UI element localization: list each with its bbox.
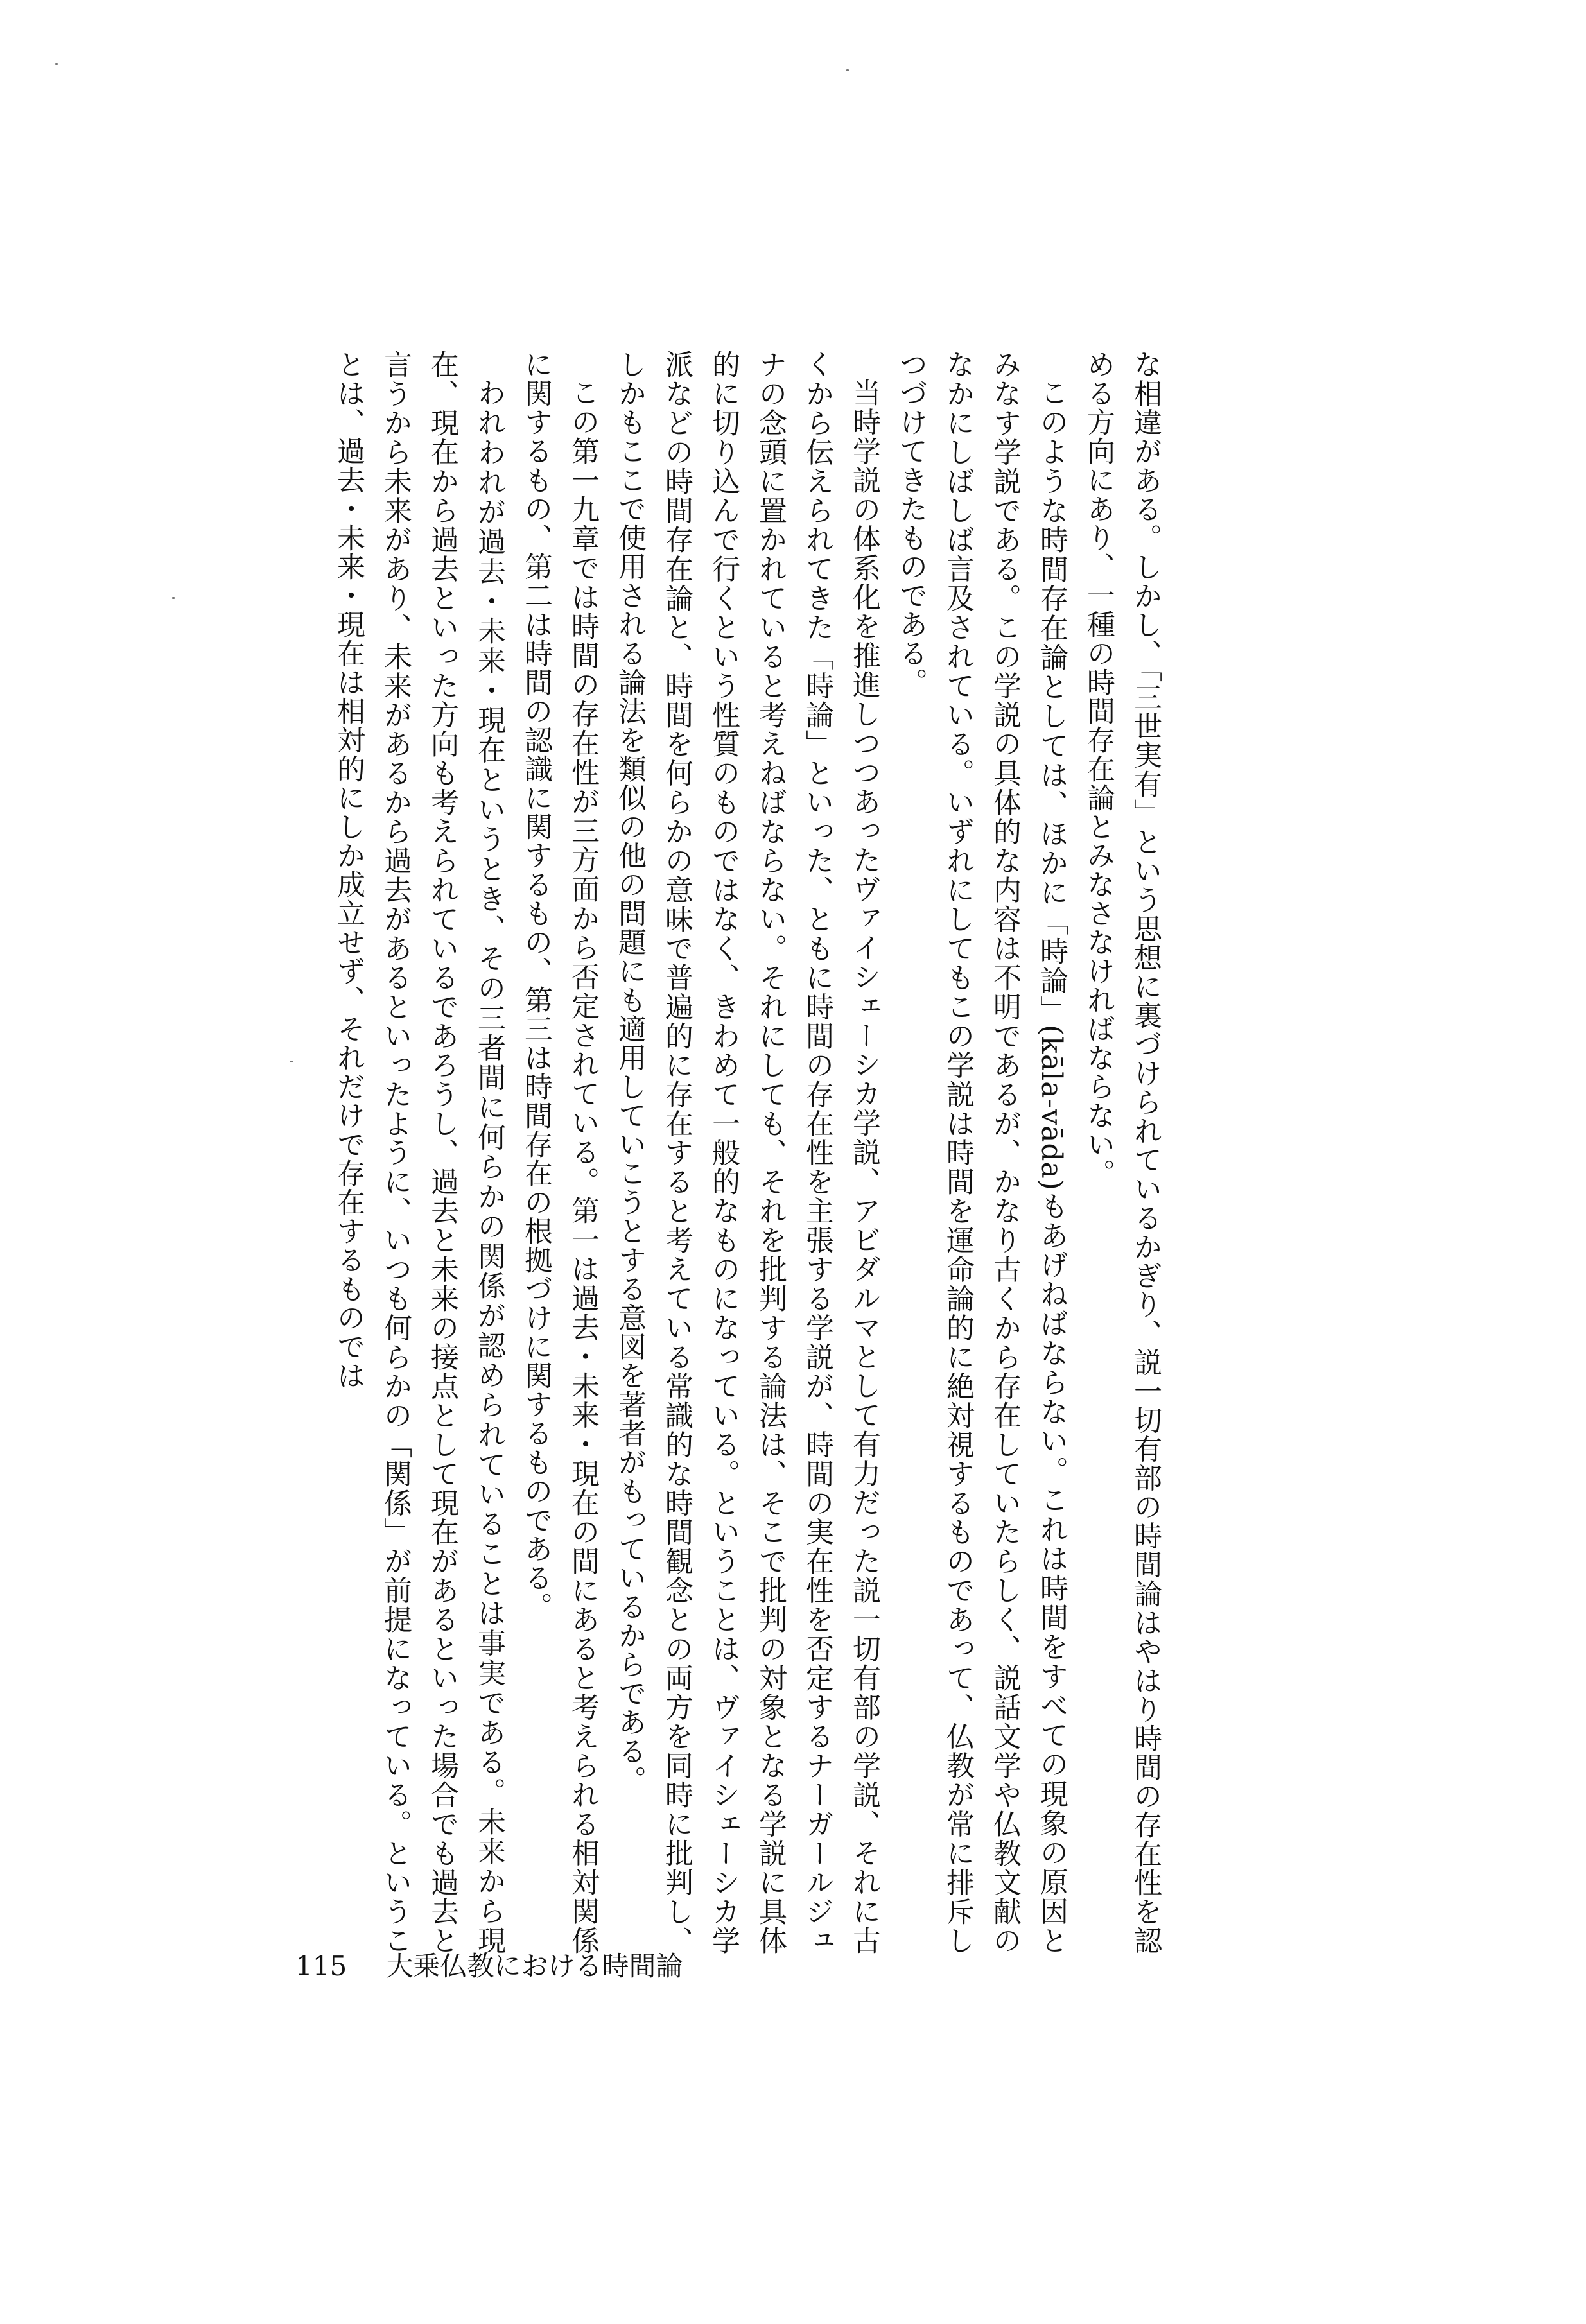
page-footer xyxy=(295,1945,683,1984)
paragraph: このような時間存在論としては、ほかに「時論」(kāla-vāda)もあげねばならない。これは時間をすべての現象の原因とみなす学説である。この学説の具体的な内容は不明であるが、かなり古くから存在していたらしく、説話文学や仏教文献のなかにしばしば言及されている。いずれにしてもこの学説は時間を運命論的に絶対視するものであって、仏教が常に排斥しつづけてきたものである。 xyxy=(894,350,1068,1955)
scan-speck xyxy=(846,69,849,71)
paragraph: な相違がある。しかし、「三世実有」という思想に裏づけられているかぎり、説一切有部の時間論はやはり時間の存在性を認める方向にあり、一種の時間存在論とみなさなければならない。 xyxy=(1082,350,1162,1955)
paragraph: この第一九章では時間の存在性が三方面から否定されている。第一は過去・未来・現在の間にあると考えられる相対関係に関するもの、第二は時間の認識に関するもの、第三は時間存在の根拠づけに関するものである。 xyxy=(519,350,599,1955)
running-title: 大乗仏教における時間論 xyxy=(386,1950,683,1982)
paragraph: 当時学説の体系化を推進しつつあったヴァイシェーシカ学説、アビダルマとして有力だった説一切有部の学説、それに古くから伝えられてきた「時論」といった、ともに時間の存在性を主張する学説が、時間の実在性を否定するナーガールジュナの念頭に置かれていると考えねばならない。それにしても、それを批判する論法は、そこで批判の対象となる学説に具体的に切り込んで行くという性質のものではなく、きわめて一般的なものになっている。ということは、ヴァイシェーシカ学派などの時間存在論と、時間を何らかの意味で普遍的に存在すると考えている常識的な時間観念との両方を同時に批判し、しかもここで使用される論法を類似の他の問題にも適用していこうとする意図を著者がもっているからである。 xyxy=(613,350,880,1955)
vertical-body-text xyxy=(257,350,1169,1955)
paragraph: われわれが過去・未来・現在というとき、その三者間に何らかの関係が認められていることは事実である。未来から現在、現在から過去といった方向も考えられているであろうし、過去と未来の接点として現在があるといった場合でも過去と言うから未来があり、未来があるから過去があるといったように、いつも何らかの「関係」が前提になっている。ということは、過去・未来・現在は相対的にしか成立せず、それだけで存在するものでは xyxy=(332,350,505,1955)
scan-speck xyxy=(172,597,175,599)
page-number: 115 xyxy=(295,1950,347,1982)
scan-speck xyxy=(55,63,58,65)
